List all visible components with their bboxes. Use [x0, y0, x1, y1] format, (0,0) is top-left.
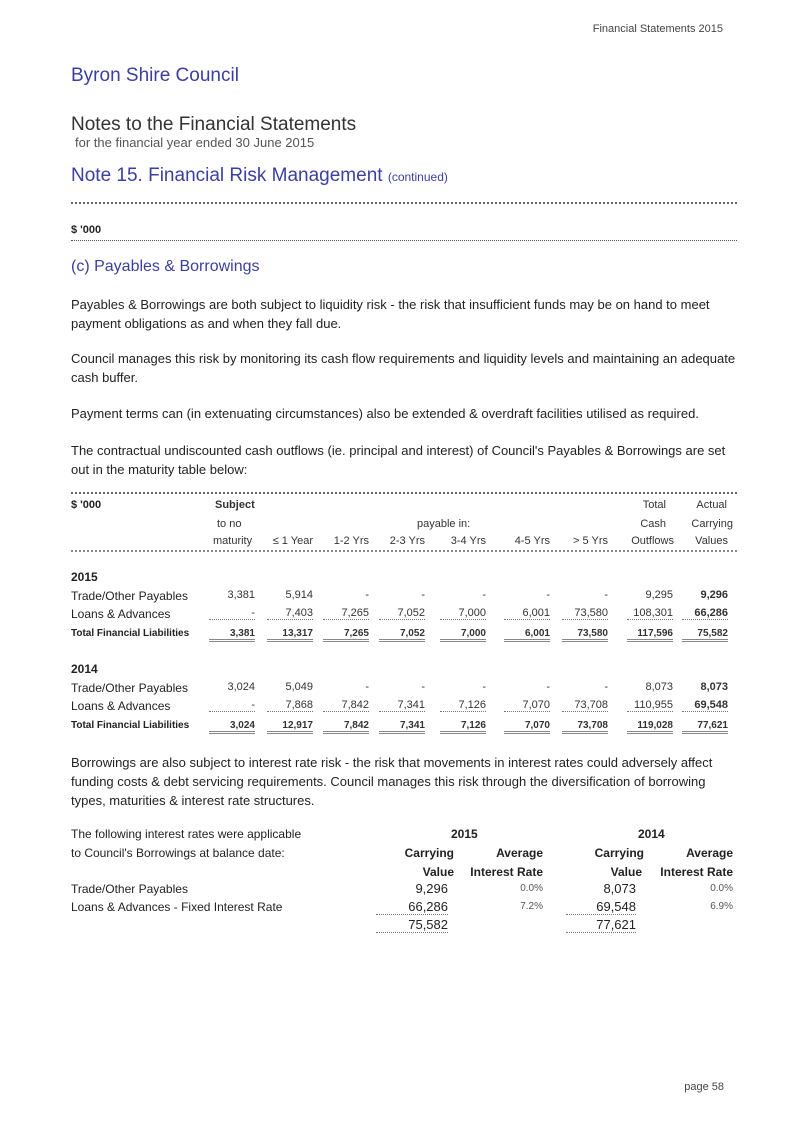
table-cell: 3,024: [227, 681, 255, 693]
interest-rate-2014: 6.9%: [710, 901, 733, 912]
interest-value-2015: 9,296: [415, 881, 448, 896]
table-cell: 9,295: [645, 589, 673, 601]
interest-rate-2015: 7.2%: [520, 901, 543, 912]
row-label: Loans & Advances: [71, 699, 171, 713]
table-cell: 7,052: [379, 607, 425, 620]
table-cell: 7,000: [440, 628, 486, 642]
units-label: $ '000: [71, 224, 102, 236]
table-cell: -: [546, 681, 550, 693]
table-cell: 108,301: [627, 607, 673, 620]
table-cell: -: [421, 589, 425, 601]
document-title: Financial Statements 2015: [592, 23, 723, 35]
table-cell: -: [209, 607, 255, 620]
header-payable-in: payable in:: [417, 518, 471, 530]
table-cell: 66,286: [682, 607, 728, 620]
interest-total-2015: 75,582: [376, 917, 448, 933]
interest-intro-1: The following interest rates were applicable: [71, 827, 302, 841]
header-interest-rate-2014: Interest Rate: [660, 865, 733, 879]
interest-value-2014: 69,548: [566, 899, 636, 915]
header-value-2014: Value: [610, 865, 642, 879]
page-number: page 58: [684, 1081, 724, 1093]
table-cell: -: [604, 681, 608, 693]
interest-rate-2014: 0.0%: [710, 883, 733, 894]
header-cash: Cash: [640, 518, 666, 530]
header-interest-rate-2015: Interest Rate: [470, 865, 543, 879]
table-cell: 69,548: [682, 699, 728, 712]
header-subject: Subject: [215, 499, 255, 511]
header-average-2015: Average: [496, 846, 543, 860]
note-continued: (continued): [387, 170, 448, 184]
interest-rate-2015: 0.0%: [520, 883, 543, 894]
interest-row-label: Loans & Advances - Fixed Interest Rate: [71, 900, 283, 914]
paragraph-interest-risk: Borrowings are also subject to interest rate risk - the risk that movements in interest rates could adversely affect funding costs & debt servicing requirements. Council manages this risk through the diversification of borrowing types, maturities & interest rate structures.: [71, 755, 713, 808]
year-2014-label: 2014: [71, 662, 98, 676]
table-cell: 73,580: [562, 607, 608, 620]
table-cell: 7,341: [379, 699, 425, 712]
council-name: Byron Shire Council: [71, 65, 239, 86]
header-outflows: Outflows: [631, 535, 674, 547]
table-cell: 9,296: [700, 589, 728, 601]
year-2015-label: 2015: [71, 570, 98, 584]
table-cell: 7,842: [323, 720, 369, 734]
interest-value-2014: 8,073: [603, 881, 636, 896]
notes-subtitle: for the financial year ended 30 June 2015: [75, 135, 315, 150]
divider: [71, 550, 737, 552]
table-cell: 119,028: [627, 720, 673, 734]
header-values: Values: [695, 535, 728, 547]
table-cell: 3,381: [227, 589, 255, 601]
header-value-2015: Value: [422, 865, 454, 879]
table-cell: 73,708: [562, 699, 608, 712]
note-title: [71, 165, 448, 187]
table-units: $ '000: [71, 499, 102, 511]
table-cell: -: [482, 681, 486, 693]
table-cell: 7,868: [267, 699, 313, 712]
header-col-5: 4-5 Yrs: [514, 535, 550, 547]
header-col-4: 3-4 Yrs: [450, 535, 486, 547]
interest-year-2014: 2014: [638, 827, 665, 841]
table-cell: 8,073: [700, 681, 728, 693]
header-carrying-2014: Carrying: [594, 846, 644, 860]
interest-total-2014: 77,621: [566, 917, 636, 933]
table-cell: 7,403: [267, 607, 313, 620]
table-cell: -: [546, 589, 550, 601]
divider: [71, 202, 737, 204]
table-cell: -: [421, 681, 425, 693]
paragraph-payment-terms: Payment terms can (in extenuating circumstances) also be extended & overdraft facilities utilised as required.: [71, 406, 699, 421]
table-cell: 7,265: [323, 607, 369, 620]
divider: [71, 492, 737, 494]
table-cell: -: [604, 589, 608, 601]
table-cell: 6,001: [504, 607, 550, 620]
table-cell: -: [365, 589, 369, 601]
row-label: Trade/Other Payables: [71, 681, 188, 695]
header-col-3: 2-3 Yrs: [389, 535, 425, 547]
table-cell: 7,341: [379, 720, 425, 734]
table-cell: -: [365, 681, 369, 693]
header-total: Total: [642, 499, 666, 511]
table-cell: 7,052: [379, 628, 425, 642]
table-cell: -: [482, 589, 486, 601]
table-cell: 7,126: [440, 699, 486, 712]
table-cell: 7,265: [323, 628, 369, 642]
interest-intro-2: to Council's Borrowings at balance date:: [71, 846, 285, 860]
table-cell: 6,001: [504, 628, 550, 642]
row-label: Total Financial Liabilities: [71, 720, 190, 731]
header-average-2014: Average: [686, 846, 733, 860]
table-cell: 7,842: [323, 699, 369, 712]
table-cell: 7,000: [440, 607, 486, 620]
header-actual: Actual: [696, 499, 727, 511]
table-cell: 8,073: [645, 681, 673, 693]
table-cell: 7,126: [440, 720, 486, 734]
table-cell: 13,317: [267, 628, 313, 642]
table-cell: 77,621: [682, 720, 728, 734]
header-to-no: to no: [217, 518, 242, 530]
table-cell: 3,381: [209, 628, 255, 642]
header-col-6: > 5 Yrs: [573, 535, 608, 547]
table-cell: 7,070: [504, 699, 550, 712]
table-cell: 7,070: [504, 720, 550, 734]
table-cell: 75,582: [682, 628, 728, 642]
interest-value-2015: 66,286: [376, 899, 448, 915]
table-cell: 117,596: [627, 628, 673, 642]
header-carrying-2015: Carrying: [404, 846, 454, 860]
paragraph-cashflow: Council manages this risk by monitoring its cash flow requirements and liquidity levels and maintaining an adequate cash buffer.: [71, 351, 736, 385]
notes-title: Notes to the Financial Statements: [71, 114, 357, 135]
row-label: Trade/Other Payables: [71, 589, 188, 603]
interest-year-2015: 2015: [451, 827, 478, 841]
header-col-2: 1-2 Yrs: [333, 535, 369, 547]
table-cell: 3,024: [209, 720, 255, 734]
interest-row-label: Trade/Other Payables: [71, 882, 188, 896]
row-label: Total Financial Liabilities: [71, 628, 190, 639]
header-col-1: ≤ 1 Year: [272, 535, 313, 547]
row-label: Loans & Advances: [71, 607, 171, 621]
header-maturity: maturity: [213, 535, 253, 547]
table-cell: 73,708: [562, 720, 608, 734]
table-cell: 12,917: [267, 720, 313, 734]
table-cell: -: [209, 699, 255, 712]
table-cell: 73,580: [562, 628, 608, 642]
note-title-text: Note 15. Financial Risk Management: [71, 165, 383, 186]
divider: [71, 240, 737, 241]
section-heading: (c) Payables & Borrowings: [71, 258, 260, 275]
table-cell: 110,955: [627, 699, 673, 712]
paragraph-maturity-intro: The contractual undiscounted cash outflows (ie. principal and interest) of Council's Payables & Borrowings are set out in the maturity table below:: [71, 443, 726, 477]
table-cell: 5,914: [285, 589, 313, 601]
header-carrying: Carrying: [691, 518, 733, 530]
paragraph-liquidity: Payables & Borrowings are both subject to liquidity risk - the risk that insufficient funds may be on hand to meet payment obligations as and when they fall due.: [71, 297, 710, 331]
table-cell: 5,049: [285, 681, 313, 693]
